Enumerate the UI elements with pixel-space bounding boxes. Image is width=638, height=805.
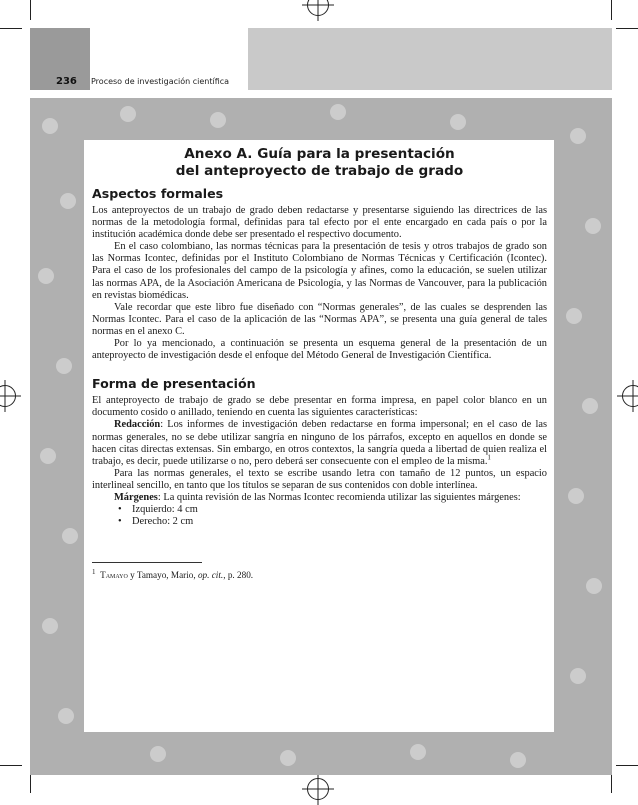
crop-mark bbox=[616, 28, 638, 29]
crop-mark bbox=[611, 773, 612, 793]
paragraph: Para las normas generales, el texto se escribe usando letra con tamaño de 12 puntos, un espacio interlineal sencillo, en tanto que los títulos se separan de sus contenidos con doble interlínea. bbox=[92, 467, 547, 491]
page-number: 236 bbox=[56, 76, 77, 87]
footnote-number: 1 bbox=[92, 568, 96, 577]
footnote-page: , p. 280. bbox=[223, 570, 254, 581]
texture-dot bbox=[150, 746, 166, 762]
footnote-text: y Tamayo, Mario, bbox=[127, 570, 198, 581]
texture-dot bbox=[586, 578, 602, 594]
list-item: • Derecho: 2 cm bbox=[118, 516, 547, 528]
crop-mark bbox=[30, 773, 31, 793]
texture-dot bbox=[60, 193, 76, 209]
texture-dot bbox=[38, 268, 54, 284]
registration-mark-icon bbox=[0, 385, 16, 407]
document-body bbox=[92, 146, 547, 581]
paragraph: Vale recordar que este libro fue diseñado con “Normas generales”, de las cuales se desprenden las Normas Icontec. Para el caso de la aplicación de las “Normas APA”, se presenta una guía general de tales normas en el anexo C. bbox=[92, 301, 547, 337]
margenes-paragraph bbox=[92, 492, 547, 504]
footnote-italic: op. cit. bbox=[197, 570, 224, 581]
texture-dot bbox=[42, 118, 58, 134]
registration-mark-icon bbox=[307, 0, 329, 16]
texture-dot bbox=[510, 752, 526, 768]
list-item: • Izquierdo: 4 cm bbox=[118, 504, 547, 516]
footnote bbox=[92, 569, 547, 581]
crop-mark bbox=[0, 765, 22, 766]
margenes-text: : La quinta revisión de las Normas Icontec recomienda utilizar las siguientes márgenes: bbox=[157, 491, 521, 503]
annex-title bbox=[92, 146, 547, 180]
paragraph: El anteproyecto de trabajo de grado se debe presentar en forma impresa, en papel color blanco en un documento cosido o anillado, teniendo en cuenta las siguientes características: bbox=[92, 395, 547, 419]
texture-dot bbox=[450, 114, 466, 130]
texture-dot bbox=[566, 308, 582, 324]
running-title: Proceso de investigación científica bbox=[91, 77, 230, 86]
texture-dot bbox=[570, 668, 586, 684]
texture-dot bbox=[570, 128, 586, 144]
footnote-mark: 1 bbox=[487, 453, 491, 462]
texture-dot bbox=[210, 112, 226, 128]
crop-mark bbox=[0, 28, 22, 29]
paragraph: En el caso colombiano, las normas técnicas para la presentación de tesis y otros trabajos de grado son las Normas Icontec, definidas por el Instituto Colombiano de Normas Técnicas y Certificación (Icontec). Para el caso de los profesionales del campo de la psicología y afines, como la educación, se suelen utilizar las normas APA, de la Asociación Americana de Psicología, y las Normas de Vancouver, para la publicación en revistas biomédicas. bbox=[92, 241, 547, 301]
texture-dot bbox=[280, 750, 296, 766]
redaccion-text: : Los informes de investigación deben redactarse en forma impersonal; en el caso de las normas generales, no se debe utilizar sangría en ninguno de los párrafos, excepto en aquellos en donde se hacen citas directas extensas. Sin embargo, en otros contextos, la sangría queda a libertad de quien realiza el trabajo, es decir, puede utilizarse o no, pero deberá ser consecuente con el empleo de la misma. bbox=[92, 419, 547, 467]
texture-dot bbox=[585, 218, 601, 234]
texture-dot bbox=[62, 528, 78, 544]
registration-mark-icon bbox=[622, 385, 638, 407]
texture-dot bbox=[330, 104, 346, 120]
texture-dot bbox=[58, 708, 74, 724]
footnote-author: Tamayo bbox=[100, 570, 128, 581]
paragraph: Los anteproyectos de un trabajo de grado deben redactarse y presentarse siguiendo las directrices de las normas de la metodología formal, definidas para tal efecto por el ente encargado en cada país o por la institución académica donde debe ser presentado el respectivo documento. bbox=[92, 205, 547, 241]
annex-title-line1: Anexo A. Guía para la presentación bbox=[184, 146, 455, 162]
redaccion-paragraph bbox=[92, 419, 547, 467]
crop-mark bbox=[611, 0, 612, 20]
texture-dot bbox=[56, 358, 72, 374]
paragraph: Por lo ya mencionado, a continuación se presenta un esquema general de la presentación de un anteproyecto de investigación desde el enfoque del Método General de Investigación Científica. bbox=[92, 338, 547, 362]
texture-dot bbox=[42, 618, 58, 634]
texture-dot bbox=[40, 448, 56, 464]
section-heading-forma: Forma de presentación bbox=[92, 376, 256, 392]
margins-list bbox=[92, 504, 547, 528]
crop-mark bbox=[616, 765, 638, 766]
texture-dot bbox=[568, 488, 584, 504]
crop-mark bbox=[30, 0, 31, 20]
redaccion-label: Redacción bbox=[114, 419, 161, 431]
texture-dot bbox=[410, 744, 426, 760]
header-light-block bbox=[248, 28, 612, 90]
texture-dot bbox=[120, 106, 136, 122]
footnote-rule bbox=[92, 562, 202, 563]
registration-mark-icon bbox=[307, 778, 329, 800]
texture-dot bbox=[582, 398, 598, 414]
annex-title-line2: del anteproyecto de trabajo de grado bbox=[175, 163, 464, 179]
margenes-label: Márgenes bbox=[114, 491, 158, 503]
section-heading-aspectos: Aspectos formales bbox=[92, 186, 224, 201]
